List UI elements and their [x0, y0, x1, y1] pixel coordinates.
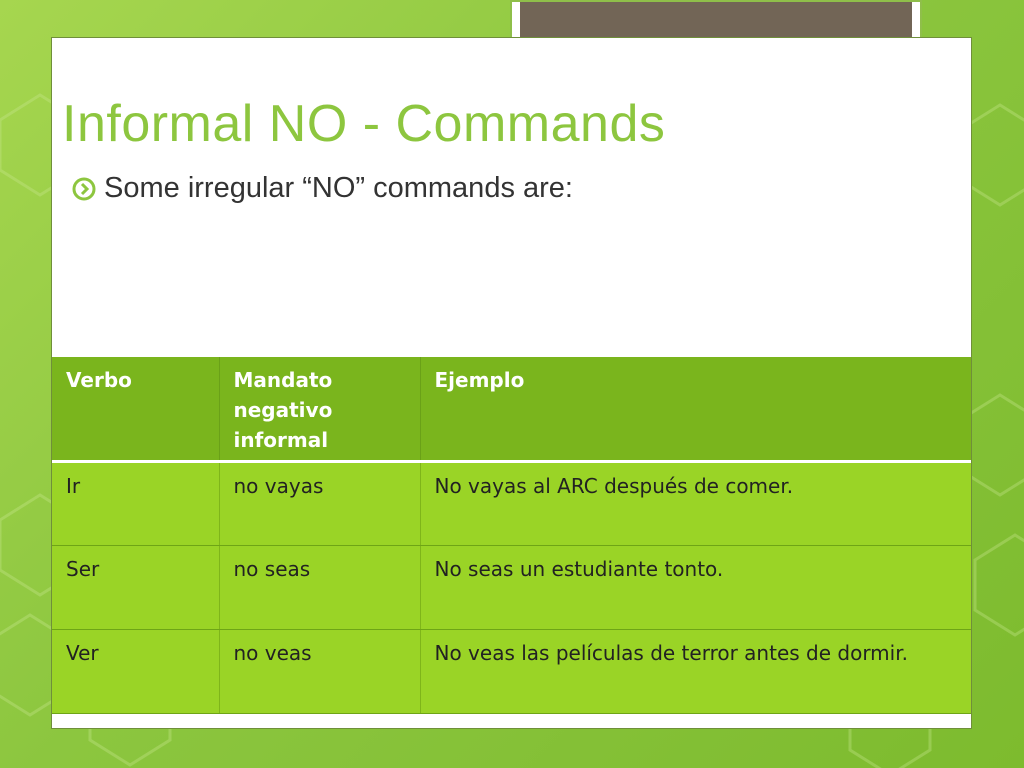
cell-example: No vayas al ARC después de comer. [420, 461, 971, 545]
cell-example: No seas un estudiante tonto. [420, 545, 971, 629]
bullet-item [72, 172, 573, 205]
cell-example: No veas las películas de terror antes de dormir. [420, 629, 971, 713]
table-row [52, 629, 971, 713]
cell-command: no seas [219, 545, 420, 629]
circle-chevron-right-icon [72, 177, 96, 201]
cell-command: no veas [219, 629, 420, 713]
cell-verb: Ver [52, 629, 219, 713]
table-header-row [52, 357, 971, 461]
bullet-text: Some irregular “NO” commands are: [104, 172, 573, 204]
cell-verb: Ser [52, 545, 219, 629]
header-verbo: Verbo [52, 357, 219, 461]
table-row [52, 461, 971, 545]
header-mandato: Mandato negativo informal [219, 357, 420, 461]
header-ejemplo: Ejemplo [420, 357, 971, 461]
cell-verb: Ir [52, 461, 219, 545]
slide-title: Informal NO - Commands [62, 95, 666, 153]
cell-command: no vayas [219, 461, 420, 545]
table-row [52, 545, 971, 629]
commands-table [52, 357, 971, 714]
